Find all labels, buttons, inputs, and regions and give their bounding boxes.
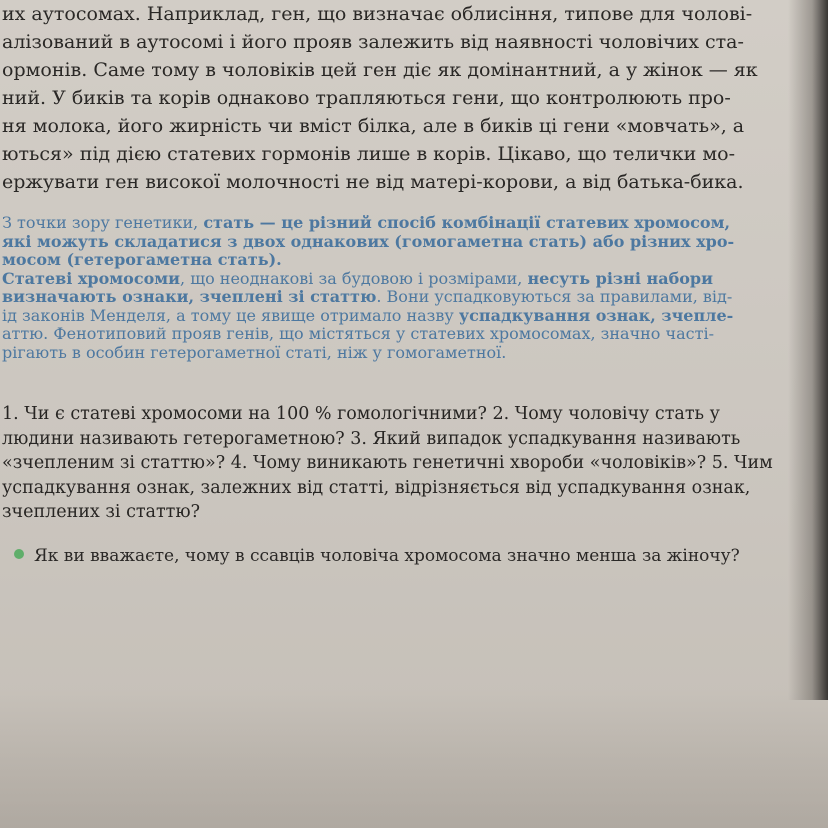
main-line: ний. У биків та корів однаково трапляються гени, що контролюють про- bbox=[2, 87, 731, 109]
thinking-task bbox=[14, 544, 804, 568]
definition-bold-text: визначають ознаки, зчеплені зі статтю bbox=[2, 288, 377, 306]
definition-line bbox=[0, 307, 800, 326]
definition-bold-text: Статеві хромосоми bbox=[2, 269, 181, 288]
question-line: успадкування ознак, залежних від статті, відрізняється від успадкування ознак, bbox=[2, 477, 751, 498]
definition-text: , що неоднакові за будовою і розмірами, bbox=[180, 269, 528, 288]
page-bottom-shade bbox=[0, 688, 828, 828]
definition-text: З точки зору генетики, bbox=[2, 214, 204, 232]
question-line: «зчепленим зі статтю»? 4. Чому виникають генетичні хвороби «чоловіків»? 5. Чим bbox=[2, 453, 773, 473]
definition-line: мосом (гетерогаметна стать). bbox=[2, 251, 282, 269]
question-line: людини називають гетерогаметною? 3. Який випадок успадкування називають bbox=[2, 428, 741, 449]
definition-line: рігають в особин гетерогаметної статі, ніж у гомогаметної. bbox=[2, 343, 507, 362]
definition-line: аттю. Фенотиповий прояв генів, що містяться у статевих хромосомах, значно часті- bbox=[2, 325, 714, 343]
definition-bold-text: успадкування ознак, зчепле- bbox=[458, 306, 734, 325]
main-line: алізований в аутосомі і його прояв залежить від наявності чоловічих ста- bbox=[2, 31, 744, 53]
main-paragraph bbox=[0, 0, 800, 196]
main-line: их аутосомах. Наприклад, ген, що визначає облисіння, типове для чолові- bbox=[2, 3, 753, 25]
question-line: 1. Чи є статеві хромосоми на 100 % гомологічними? 2. Чому чоловічу стать у bbox=[2, 404, 720, 424]
definition-box bbox=[0, 214, 800, 362]
green-bullet-icon bbox=[14, 549, 24, 559]
main-line: ються» під дією статевих гормонів лише в корів. Цікаво, що телички мо- bbox=[2, 143, 735, 165]
definition-bold-text: стать — це різний спосіб комбінації статевих хромосом, bbox=[203, 214, 731, 232]
task-text: Як ви вважаєте, чому в ссавців чоловіча хромосома значно менша за жіночу? bbox=[34, 546, 740, 566]
definition-bold-text: несуть різні набори bbox=[527, 269, 713, 288]
definition-line bbox=[0, 288, 800, 307]
definition-text: ід законів Менделя, а тому це явище отримало назву bbox=[2, 306, 459, 325]
definition-text: . Вони успадковуються за правилами, від- bbox=[376, 288, 733, 306]
page-edge-shadow bbox=[788, 0, 828, 700]
question-line: зчеплених зі статтю? bbox=[2, 502, 200, 522]
main-line: ормонів. Саме тому в чоловіків цей ген діє як домінантний, а у жінок — як bbox=[2, 59, 758, 81]
definition-line bbox=[0, 214, 800, 233]
definition-line bbox=[0, 270, 800, 289]
main-line: ержувати ген високої молочності не від матері-корови, а від батька-бика. bbox=[2, 171, 744, 193]
main-line: ня молока, його жирність чи вміст білка, але в биків ці гени «мовчать», а bbox=[2, 115, 745, 137]
review-questions bbox=[0, 402, 800, 525]
definition-line: які можуть складатися з двох однакових (гомогаметна стать) або різних хро- bbox=[2, 232, 735, 251]
